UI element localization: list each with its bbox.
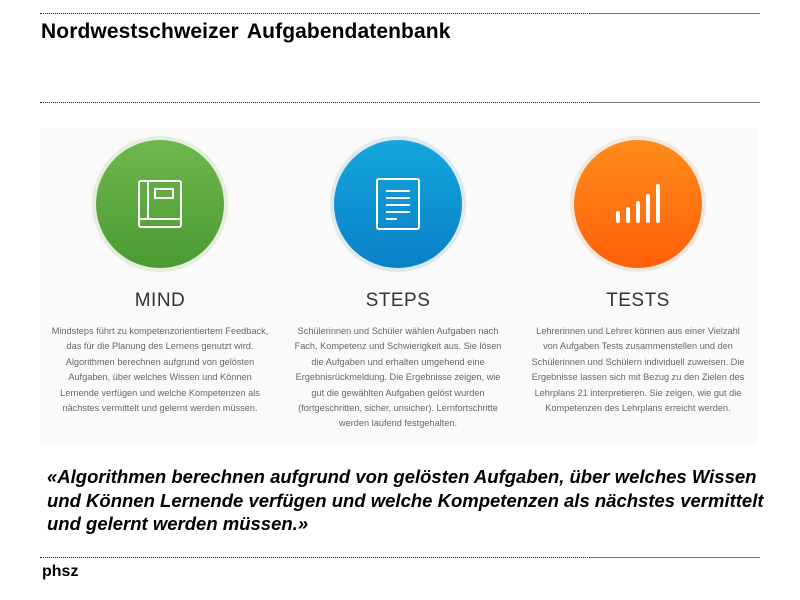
top-divider xyxy=(40,13,760,14)
footer-logo: phsz xyxy=(42,563,79,580)
feature-heading: MIND xyxy=(134,290,186,311)
feature-description: Lehrerinnen und Lehrer können aus einer Vielzahl von Aufgaben Tests zusammenstellen und den Schülerinnen und Schülern individuell zuweisen. Die Ergebnisse lassen sich mit Bezug zu den Zielen des Lehrplans 21 interpretieren. Sie zeigen, wie gut die Kompetenzen des Lehrplans erreicht werden. xyxy=(531,326,745,414)
feature-heading: STEPS xyxy=(365,290,431,311)
feature-steps xyxy=(278,128,518,444)
feature-tests xyxy=(518,128,758,444)
feature-heading: TESTS xyxy=(606,290,670,311)
quote-text: «Algorithmen berechnen aufgrund von gelösten Aufgaben, über welches Wissen und Können Lernende verfügen und welche Kompetenzen als nächstes vermittelt und gelernt werden müssen.» xyxy=(47,466,764,534)
bar-chart-icon xyxy=(613,183,663,225)
mind-badge xyxy=(92,136,228,272)
feature-description: Schülerinnen und Schüler wählen Aufgaben nach Fach, Kompetenz und Schwierigkeit aus. Sie lösen die Aufgaben und erhalten umgehend eine Ergebnisrückmeldung. Die Ergebnisse zeigen, wie gut die gewählten Aufgaben gelöst wurden (fortgeschritten, sicher, unsicher). Lernfortschritte werden laufend festgehalten. xyxy=(294,326,502,429)
tests-badge xyxy=(570,136,706,272)
feature-mind xyxy=(40,128,280,444)
steps-badge xyxy=(330,136,466,272)
title-divider xyxy=(40,102,760,103)
document-icon xyxy=(375,177,421,231)
footer-divider xyxy=(40,557,760,558)
feature-panel xyxy=(40,128,758,444)
feature-description: Mindsteps führt zu kompetenzorientiertem Feedback, das für die Planung des Lernens genutzt wird. Algorithmen berechnen aufgrund von gelösten Aufgaben, über welches Wissen und Können Lernende verfügen und welche Kompetenzen als nächstes vermittelt und gelernt werden müssen. xyxy=(51,326,269,414)
slide-title: Nordwestschweizer Aufgabendatenbank xyxy=(41,20,451,43)
book-icon xyxy=(136,179,184,229)
